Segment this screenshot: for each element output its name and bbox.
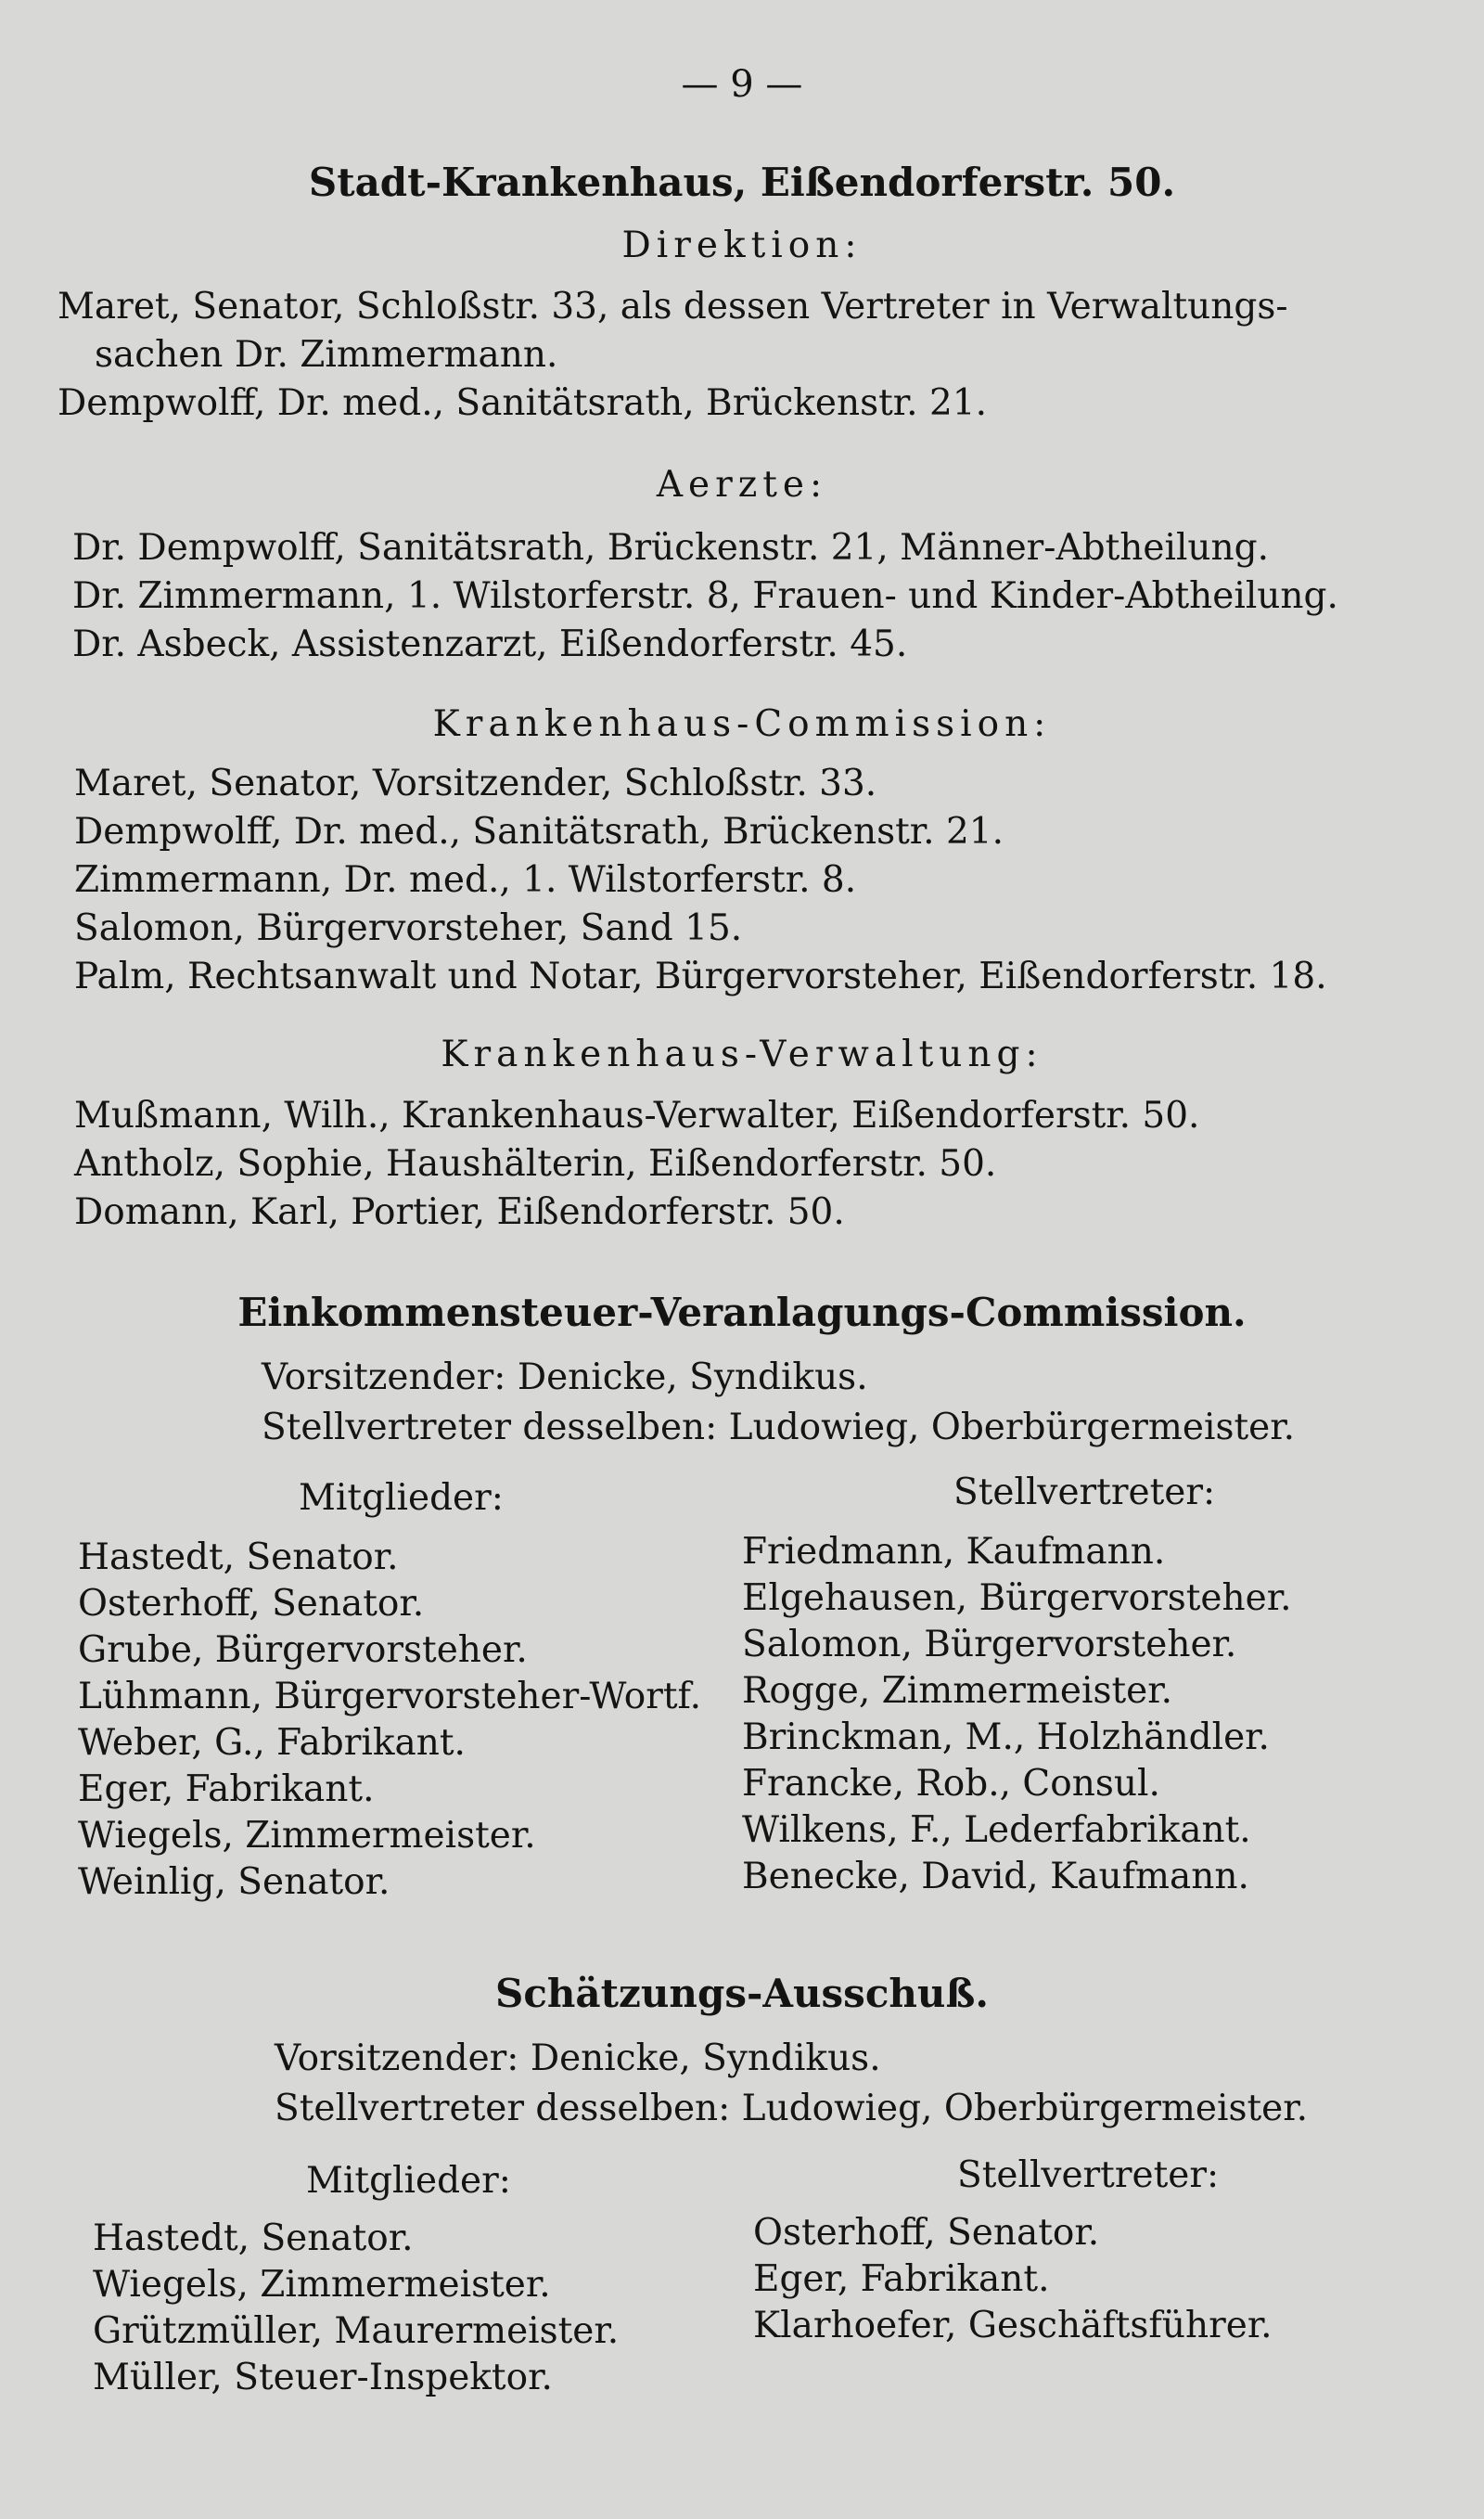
deputy-line: Stellvertreter desselben: Ludowieg, Oberbürgermeister. xyxy=(275,2088,1308,2129)
deputy-item: Klarhoefer, Geschäftsführer. xyxy=(753,2305,1273,2346)
commission-line: Zimmermann, Dr. med., 1. Wilstorferstr. 8. xyxy=(74,859,857,901)
section-title-schaetzung: Schätzungs-Ausschuß. xyxy=(494,1971,989,2016)
commission-line: Maret, Senator, Vorsitzender, Schloßstr. 33. xyxy=(74,763,877,804)
verwaltung-line: Domann, Karl, Portier, Eißendorferstr. 50. xyxy=(74,1191,845,1233)
member-item: Weinlig, Senator. xyxy=(78,1861,390,1903)
section-title-krankenhaus: Stadt-Krankenhaus, Eißendorferstr. 50. xyxy=(308,160,1176,205)
commission-line: Dempwolff, Dr. med., Sanitätsrath, Brückenstr. 21. xyxy=(74,811,1004,853)
deputies-heading: Stellvertreter: xyxy=(957,2154,1220,2196)
deputy-item: Elgehausen, Bürgervorsteher. xyxy=(742,1577,1292,1619)
deputy-item: Friedmann, Kaufmann. xyxy=(742,1531,1166,1573)
arzt-line: Dr. Dempwolff, Sanitätsrath, Brückenstr. 21, Männer-Abtheilung. xyxy=(72,527,1270,569)
member-item: Hastedt, Senator. xyxy=(93,2217,414,2259)
arzt-line: Dr. Asbeck, Assistenzarzt, Eißendorferstr. 45. xyxy=(72,623,908,665)
member-item: Grube, Bürgervorsteher. xyxy=(78,1629,528,1671)
direktion-line: sachen Dr. Zimmermann. xyxy=(95,334,558,376)
member-item: Müller, Steuer-Inspektor. xyxy=(93,2357,553,2398)
deputy-line: Stellvertreter desselben: Ludowieg, Oberbürgermeister. xyxy=(262,1407,1295,1448)
member-item: Hastedt, Senator. xyxy=(78,1536,399,1578)
deputy-item: Benecke, David, Kaufmann. xyxy=(742,1856,1249,1897)
deputy-item: Wilkens, F., Lederfabrikant. xyxy=(742,1809,1251,1851)
deputy-item: Eger, Fabrikant. xyxy=(753,2258,1050,2300)
commission-line: Palm, Rechtsanwalt und Notar, Bürgervorsteher, Eißendorferstr. 18. xyxy=(74,956,1327,997)
deputy-item: Brinckman, M., Holzhändler. xyxy=(742,1716,1270,1758)
verwaltung-line: Antholz, Sophie, Haushälterin, Eißendorferstr. 50. xyxy=(74,1143,997,1185)
subheading-commission: Krankenhaus-Commission: xyxy=(432,703,1052,745)
section-title-einkommensteuer: Einkommensteuer-Veranlagungs-Commission. xyxy=(237,1290,1247,1335)
member-item: Wiegels, Zimmermeister. xyxy=(93,2264,551,2306)
verwaltung-line: Mußmann, Wilh., Krankenhaus-Verwalter, Eißendorferstr. 50. xyxy=(74,1095,1200,1137)
arzt-line: Dr. Zimmermann, 1. Wilstorferstr. 8, Frauen- und Kinder-Abtheilung. xyxy=(72,575,1338,617)
direktion-line: Maret, Senator, Schloßstr. 33, als dessen Vertreter in Verwaltungs- xyxy=(58,286,1288,328)
chair-line: Vorsitzender: Denicke, Syndikus. xyxy=(275,2037,881,2079)
members-heading: Mitglieder: xyxy=(299,1477,504,1519)
member-item: Eger, Fabrikant. xyxy=(78,1768,375,1810)
member-item: Weber, G., Fabrikant. xyxy=(78,1722,466,1764)
member-item: Wiegels, Zimmermeister. xyxy=(78,1815,536,1857)
commission-line: Salomon, Bürgervorsteher, Sand 15. xyxy=(74,907,743,949)
member-item: Lühmann, Bürgervorsteher-Wortf. xyxy=(78,1676,701,1717)
deputy-item: Salomon, Bürgervorsteher. xyxy=(742,1624,1237,1665)
direktion-line: Dempwolff, Dr. med., Sanitätsrath, Brückenstr. 21. xyxy=(58,382,987,424)
deputy-item: Osterhoff, Senator. xyxy=(753,2212,1100,2254)
subheading-verwaltung: Krankenhaus-Verwaltung: xyxy=(441,1034,1043,1075)
member-item: Grützmüller, Maurermeister. xyxy=(93,2310,620,2352)
deputy-item: Rogge, Zimmermeister. xyxy=(742,1670,1172,1712)
members-heading: Mitglieder: xyxy=(306,2160,511,2202)
subheading-direktion: Direktion: xyxy=(621,225,863,266)
deputies-heading: Stellvertreter: xyxy=(953,1472,1216,1513)
member-item: Osterhoff, Senator. xyxy=(78,1583,425,1625)
subheading-aerzte: Aerzte: xyxy=(656,464,828,506)
chair-line: Vorsitzender: Denicke, Syndikus. xyxy=(262,1356,868,1398)
page-number: — 9 — xyxy=(681,63,803,106)
deputy-item: Francke, Rob., Consul. xyxy=(742,1763,1160,1805)
